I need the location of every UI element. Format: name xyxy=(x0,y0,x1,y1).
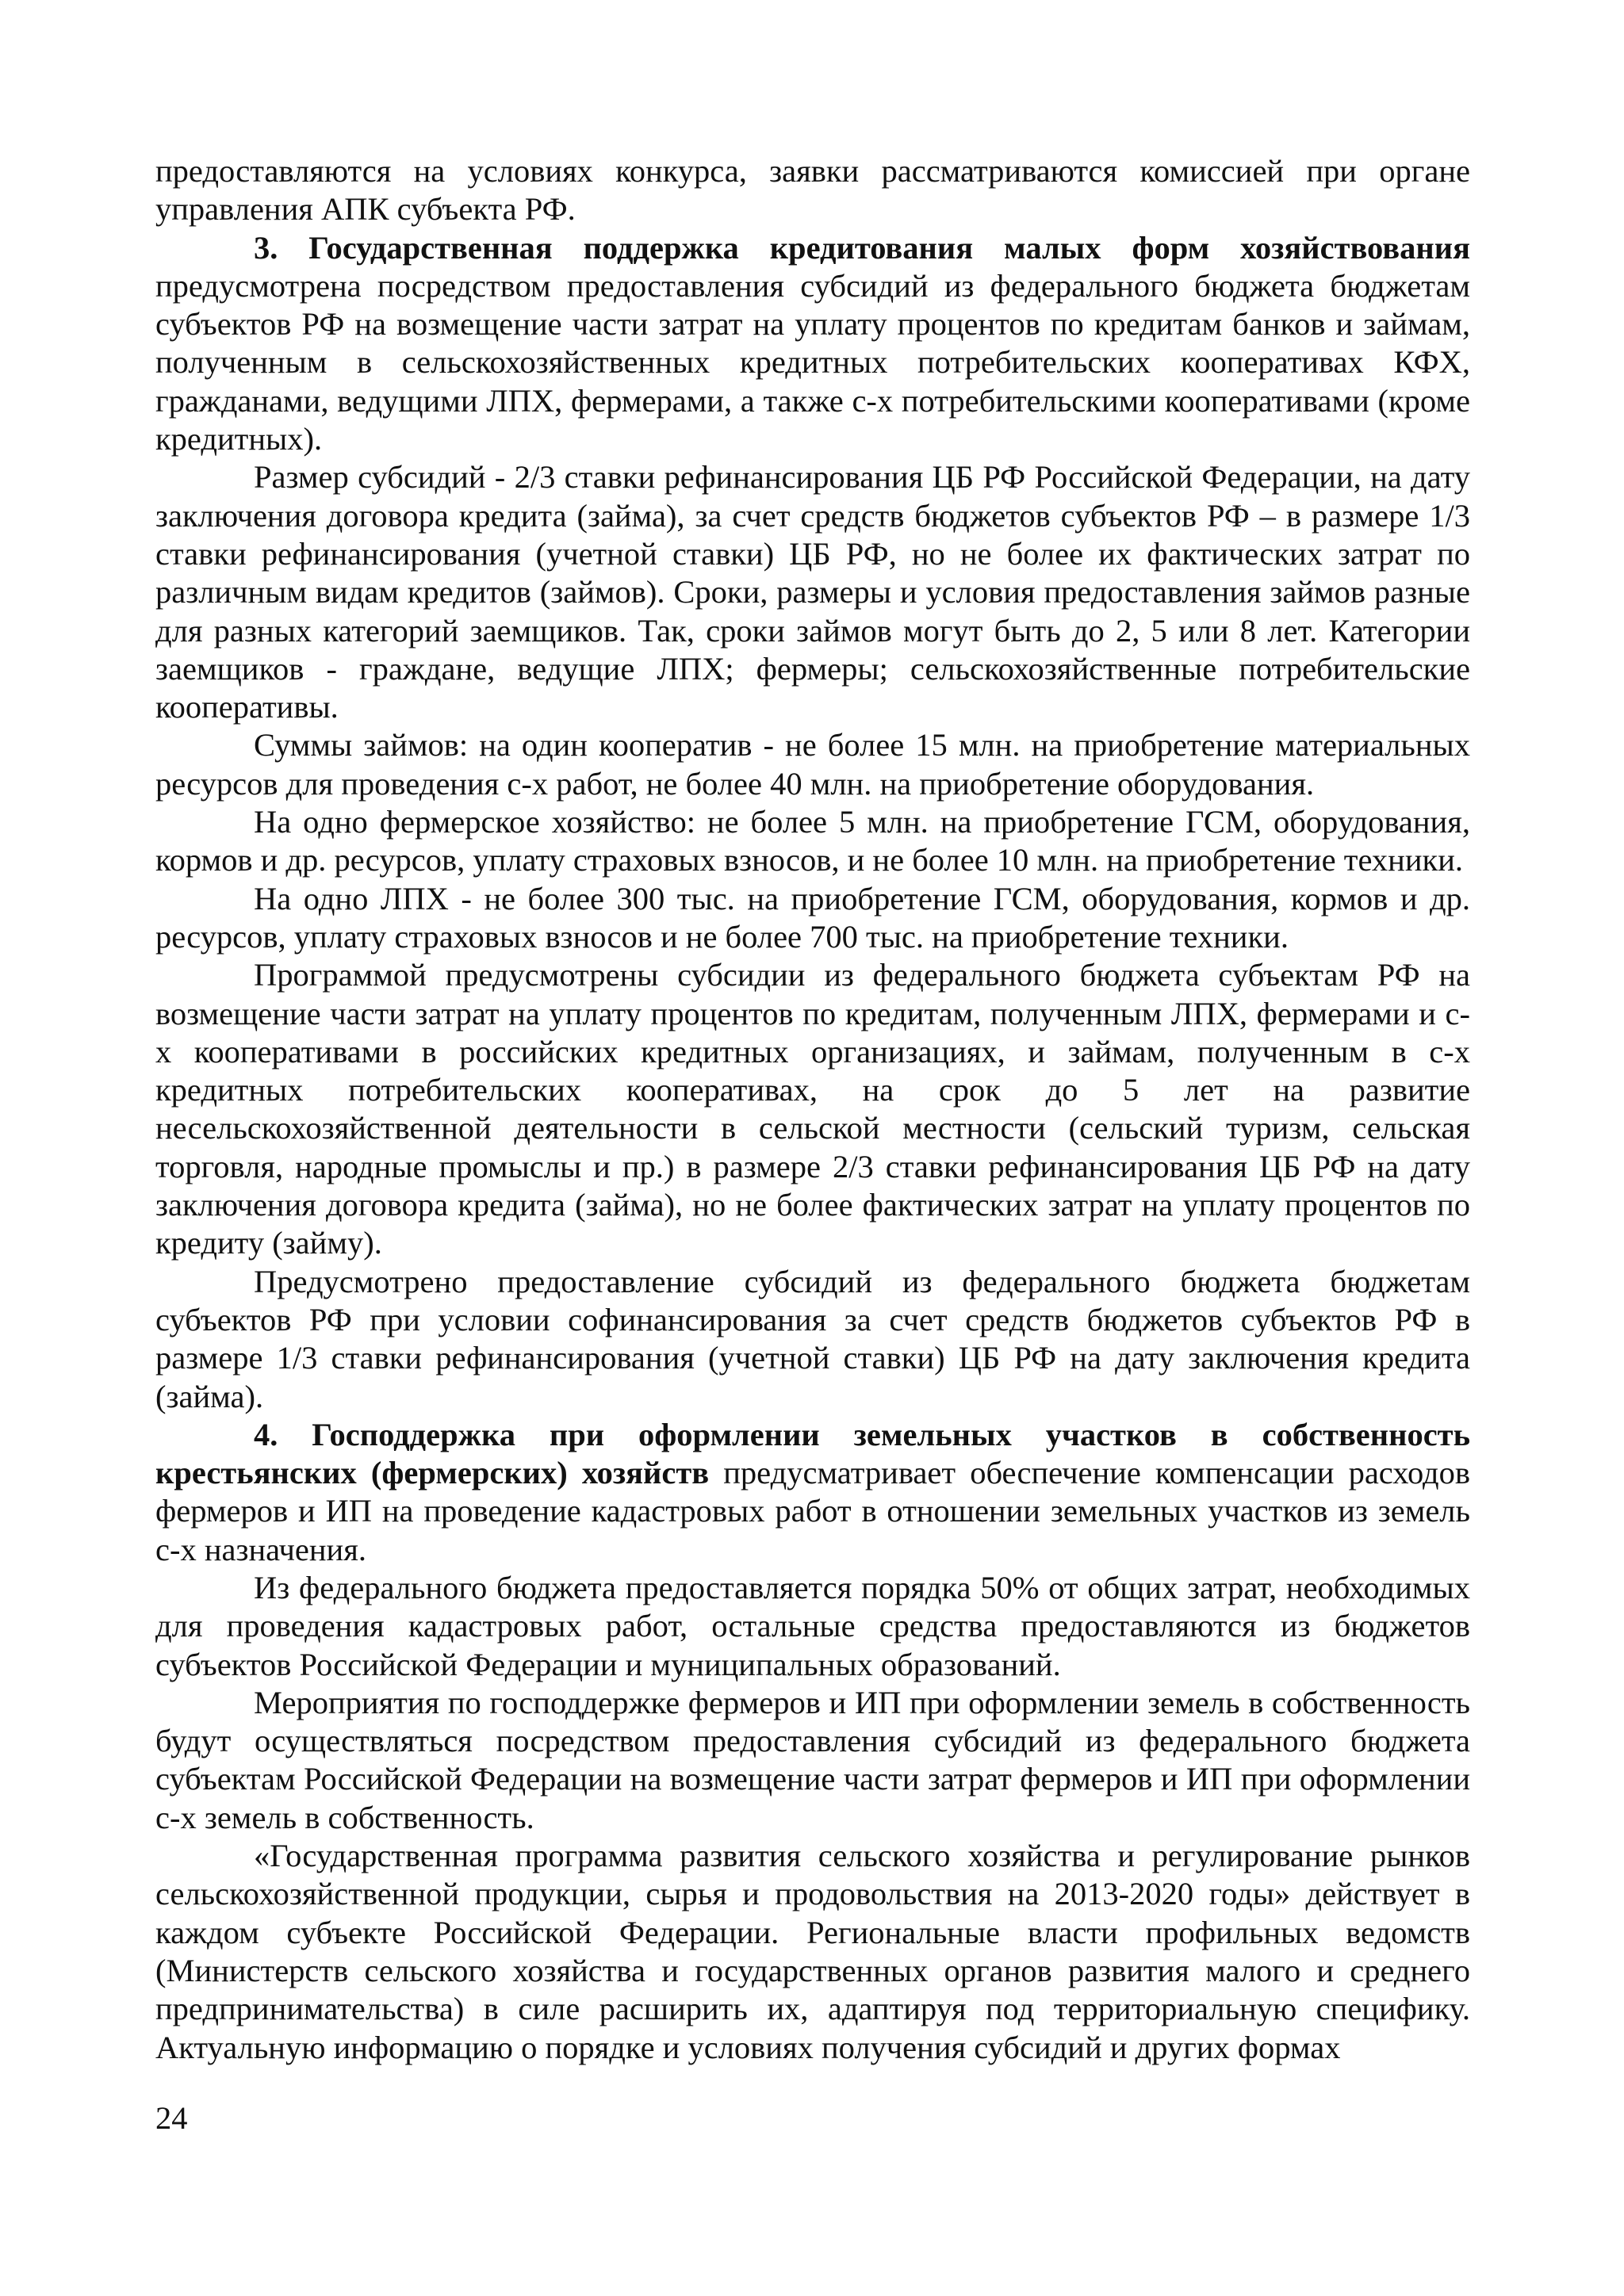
paragraph-cofinancing xyxy=(155,1263,1470,1416)
paragraph-farm-loans xyxy=(155,803,1470,880)
section-heading-4: 4. Господдержка при оформлении земельных участков в собственность крестьянских (фермерских) хозяйств xyxy=(155,1416,1470,1491)
paragraph-continuation xyxy=(155,152,1470,229)
section-heading-3: 3. Государственная поддержка кредитования малых форм хозяйствования xyxy=(254,229,1470,266)
paragraph-text: «Государственная программа развития сельского хозяйства и регулирование рынков сельскохозяйственной продукции, сырья и продовольствия на 2013-2020 годы» действует в каждом субъекте Российской Федерации. Региональные власти профильных ведомств (Министерств сельского хозяйства и государственных органов развития малого и среднего предпринимательства) в силе расширить их, адаптируя под территориальную специфику. Актуальную информацию о порядке и условиях получения субсидий и других формах xyxy=(155,1838,1470,2065)
paragraph-text: На одно фермерское хозяйство: не более 5 млн. на приобретение ГСМ, оборудования, кормов и др. ресурсов, уплату страховых взносов, и не более 10 млн. на приобретение техники. xyxy=(155,804,1470,878)
paragraph-text: предусмотрена посредством предоставления субсидий из федерального бюджета бюджетам субъектов РФ на возмещение части затрат на уплату процентов по кредитам банков и займам, полученным в сельскохозяйственных кредитных потребительских кооперативах КФХ, гражданами, ведущими ЛПХ, фермерами, а также с-х потребительскими кооперативами (кроме кредитных). xyxy=(155,267,1470,457)
body-text xyxy=(155,152,1470,2067)
paragraph-text: предусматривает обеспечение компенсации расходов фермеров и ИП на проведение кадастровых работ в отношении земельных участков из земель с-х назначения. xyxy=(155,1455,1471,1567)
paragraph-text: Суммы займов: на один кооператив - не более 15 млн. на приобретение материальных ресурсов для проведения с-х работ, не более 40 млн. на приобретение оборудования. xyxy=(155,727,1470,802)
paragraph-program-subsidies xyxy=(155,956,1470,1262)
paragraph-lph-loans xyxy=(155,880,1470,957)
paragraph-text: Программой предусмотрены субсидии из федерального бюджета субъектам РФ на возмещение части затрат на уплату процентов по кредитам, полученным ЛПХ, фермерами и с-х кооперативами в российских кредитных организациях, и займам, полученным в с-х кредитных потребительских кооперативах, на срок до 5 лет на развитие несельскохозяйственной деятельности в сельской местности (сельский туризм, сельская торговля, народные промыслы и пр.) в размере 2/3 ставки рефинансирования ЦБ РФ на дату заключения договора кредита (займа), но не более фактических затрат на уплату процентов по кредиту (займу). xyxy=(155,957,1470,1261)
paragraph-text: На одно ЛПХ - не более 300 тыс. на приобретение ГСМ, оборудования, кормов и др. ресурсов, уплату страховых взносов и не более 700 тыс. на приобретение техники. xyxy=(155,880,1470,955)
paragraph-text: Мероприятия по господдержке фермеров и ИП при оформлении земель в собственность будут осуществляться посредством предоставления субсидий из федерального бюджета субъектам Российской Федерации на возмещение части затрат фермеров и ИП при оформлении с-х земель в собственность. xyxy=(155,1684,1470,1835)
paragraph-federal-share xyxy=(155,1569,1470,1684)
paragraph-land-measures xyxy=(155,1684,1470,1837)
paragraph-subsidy-size xyxy=(155,458,1470,726)
paragraph-text: Из федерального бюджета предоставляется порядка 50% от общих затрат, необходимых для проведения кадастровых работ, остальные средства предоставляются из бюджетов субъектов Российской Федерации и муниципальных образований. xyxy=(155,1569,1470,1682)
paragraph-state-program xyxy=(155,1837,1470,2067)
paragraph-loan-amounts xyxy=(155,726,1470,803)
page-number: 24 xyxy=(155,2100,188,2136)
paragraph-text: Предусмотрено предоставление субсидий из федерального бюджета бюджетам субъектов РФ при условии софинансирования за счет средств бюджетов субъектов РФ в размере 1/3 ставки рефинансирования (учетной ставки) ЦБ РФ на дату заключения кредита (займа). xyxy=(155,1263,1470,1414)
paragraph-text: Размер субсидий - 2/3 ставки рефинансирования ЦБ РФ Российской Федерации, на дату заключения договора кредита (займа), за счет средств бюджетов субъектов РФ – в размере 1/3 ставки рефинансирования (учетной ставки) ЦБ РФ, но не более их фактических затрат по различным видам кредитов (займов). Сроки, размеры и условия предоставления займов разные для разных категорий заемщиков. Так, сроки займов могут быть до 2, 5 или 8 лет. Категории заемщиков - граждане, ведущие ЛПХ; фермеры; сельскохозяйственные потребительские кооперативы. xyxy=(155,459,1470,725)
paragraph-land-support xyxy=(155,1416,1470,1569)
paragraph-text: предоставляются на условиях конкурса, заявки рассматриваются комиссией при органе управления АПК субъекта РФ. xyxy=(155,153,1470,228)
paragraph-credit-support xyxy=(155,229,1470,459)
